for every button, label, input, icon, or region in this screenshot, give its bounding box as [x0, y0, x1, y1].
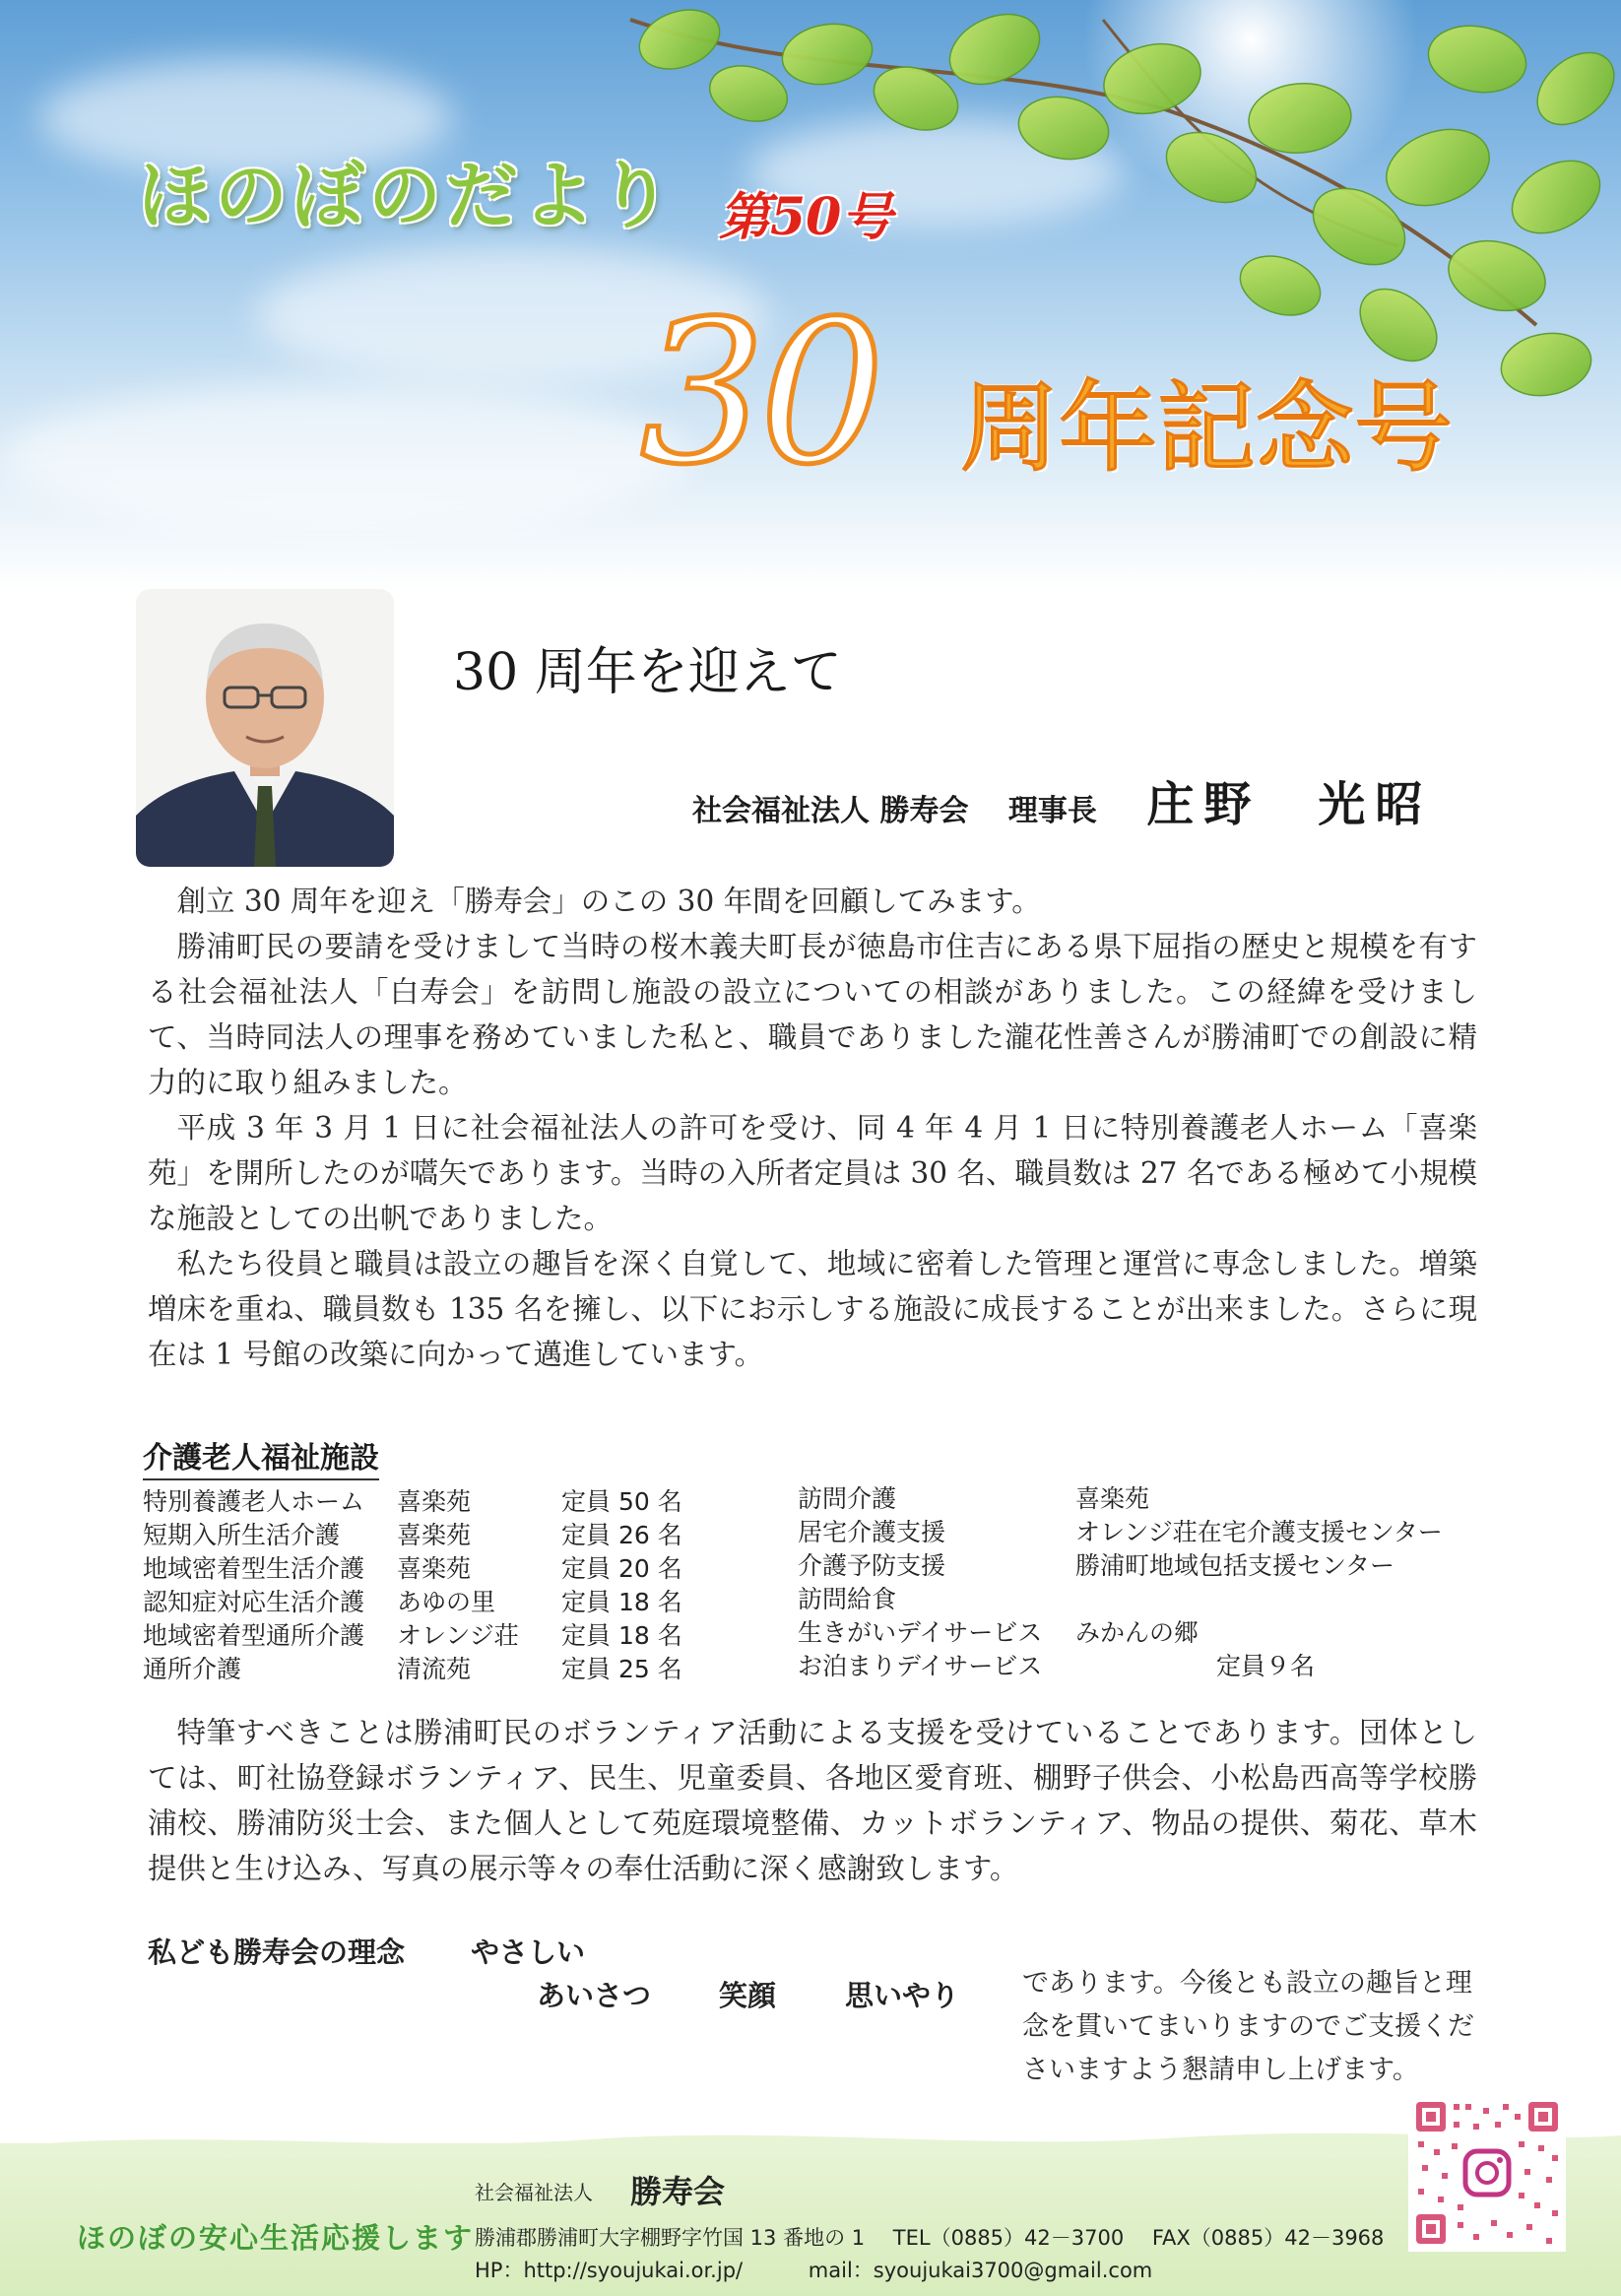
author-name: 庄野 光昭: [1146, 777, 1433, 832]
issue-number: 第50号: [719, 187, 893, 247]
paragraph: 平成 3 年 3 月 1 日に社会福祉法人の許可を受け、同 4 年 4 月 1 日に特別養護老人ホーム「喜楽苑」を開所したのが嚆矢であります。当時の入所者定員は 30 名、職員数は 27 名である極めて小規模な施設としての出帆でありました。: [148, 1111, 1477, 1235]
article-heading: 30 周年を迎えて: [453, 643, 842, 702]
philosophy-word: 笑顔: [719, 1979, 777, 2012]
facility-capacity: 定員 20 名: [561, 1554, 682, 1583]
facility-name: 喜楽苑: [1075, 1484, 1150, 1513]
facility-service: 地域密着型通所介護: [143, 1621, 365, 1650]
paragraph: 勝浦町民の要請を受けまして当時の桜木義夫町長が徳島市住吉にある県下屈指の歴史と規模を有する社会福祉法人「白寿会」を訪問し施設の設立についての相談がありました。この経緯を受けまして、当時同法人の理事を務めていました私と、職員でありました瀧花性善さんが勝浦町での創設に精力的に取り組みました。: [148, 930, 1477, 1099]
author-line: [692, 766, 1539, 834]
facilities-heading: 介護老人福祉施設: [143, 1433, 379, 1480]
philosophy-word: 思いやり: [845, 1979, 960, 2012]
facility-capacity: 定員 18 名: [561, 1621, 682, 1650]
footer-tel: TEL（0885）42－3700: [892, 2226, 1125, 2250]
footer-web: [475, 2255, 1211, 2284]
philosophy-closing: であります。今後とも設立の趣旨と理念を貫いてまいりますのでご支援くださいますよう懇請申し上げます。: [1022, 1968, 1474, 2085]
facility-service: 通所介護: [143, 1655, 242, 1683]
facility-capacity: 定員９名: [1216, 1652, 1316, 1680]
facility-name: 清流苑: [397, 1655, 472, 1683]
facility-capacity: 定員 26 名: [561, 1521, 682, 1549]
footer-email-link[interactable]: mail：syoujukai3700@gmail.com: [808, 2259, 1153, 2282]
facility-capacity: 定員 25 名: [561, 1655, 682, 1683]
newsletter-title: ほのぼのだより: [138, 154, 676, 238]
footer-fax: FAX（0885）42－3968: [1151, 2226, 1385, 2250]
facility-service: お泊まりデイサービス: [798, 1652, 1043, 1680]
facility-service: 介護予防支援: [798, 1551, 946, 1580]
philosophy-word: あいさつ: [537, 1979, 652, 2012]
footer: [0, 2143, 1621, 2296]
facility-service: 特別養護老人ホーム: [143, 1487, 365, 1516]
volunteer-paragraph: 特筆すべきことは勝浦町民のボランティア活動による支援を受けていることであります。団体としては、町社協登録ボランティア、民生、児童委員、各地区愛育班、棚野子供会、小松島西高等学校勝浦校、勝浦防災士会、また個人として苑庭環境整備、カットボランティア、物品の提供、菊花、草木提供と生け込み、写真の展示等々の奉仕活動に深く感謝致します。: [148, 1716, 1477, 1885]
anniversary-number: 30: [640, 279, 879, 508]
facility-service: 地域密着型生活介護: [143, 1554, 365, 1583]
facility-service: 認知症対応生活介護: [143, 1588, 365, 1616]
facility-name: 喜楽苑: [397, 1487, 472, 1516]
facility-name: みかんの郷: [1075, 1618, 1200, 1647]
footer-homepage-link[interactable]: HP：http://syoujukai.or.jp/: [475, 2259, 744, 2282]
facility-capacity: 定員 50 名: [561, 1487, 682, 1516]
article-body: [148, 879, 1477, 1377]
philosophy-label: 私ども勝寿会の理念: [148, 1935, 406, 1969]
facility-name: オレンジ荘在宅介護支援センター: [1075, 1518, 1443, 1546]
portrait-photo-icon: [136, 589, 394, 867]
footer-org-type: 社会福祉法人: [475, 2181, 593, 2204]
facility-service: 短期入所生活介護: [143, 1521, 341, 1549]
facility-capacity: 定員 18 名: [561, 1588, 682, 1616]
author-org: 社会福祉法人 勝寿会: [692, 794, 969, 828]
facility-service: 生きがいデイサービス: [798, 1618, 1043, 1647]
chairman-portrait: [136, 589, 394, 867]
header-banner: [0, 0, 1621, 591]
facility-name: あゆの里: [397, 1588, 496, 1616]
facility-name: 喜楽苑: [397, 1554, 472, 1583]
facility-name: オレンジ荘: [397, 1621, 519, 1650]
footer-address: 勝浦郡勝浦町大字棚野字竹国 13 番地の 1: [475, 2226, 866, 2250]
facility-service: 訪問介護: [798, 1484, 897, 1513]
author-title: 理事長: [1007, 794, 1097, 828]
qr-code-icon: [1408, 2094, 1566, 2252]
footer-contact: [475, 2222, 1405, 2252]
footer-org-name: 勝寿会: [630, 2173, 726, 2210]
philosophy-word: やさしい: [471, 1935, 586, 1969]
footer-wave-decoration: [0, 2118, 1621, 2157]
anniversary-title: 周年記念号: [960, 370, 1453, 486]
footer-slogan: ほのぼの安心生活応援します: [77, 2221, 475, 2255]
paragraph: 私たち役員と職員は設立の趣旨を深く自覚して、地域に密着した管理と運営に専念しました。増築増床を重ね、職員数も 135 名を擁し、以下にお示しする施設に成長することが出来ました。さらに現在は 1 号館の改築に向かって邁進しています。: [148, 1247, 1477, 1371]
facility-name: 喜楽苑: [397, 1521, 472, 1549]
facility-service: 居宅介護支援: [798, 1518, 946, 1546]
paragraph: 創立 30 周年を迎え「勝寿会」のこの 30 年間を回顧してみます。: [176, 885, 1041, 918]
instagram-qr-code[interactable]: [1408, 2094, 1566, 2252]
facility-name: 勝浦町地域包括支援センター: [1075, 1551, 1395, 1580]
facility-service: 訪問給食: [798, 1585, 897, 1613]
